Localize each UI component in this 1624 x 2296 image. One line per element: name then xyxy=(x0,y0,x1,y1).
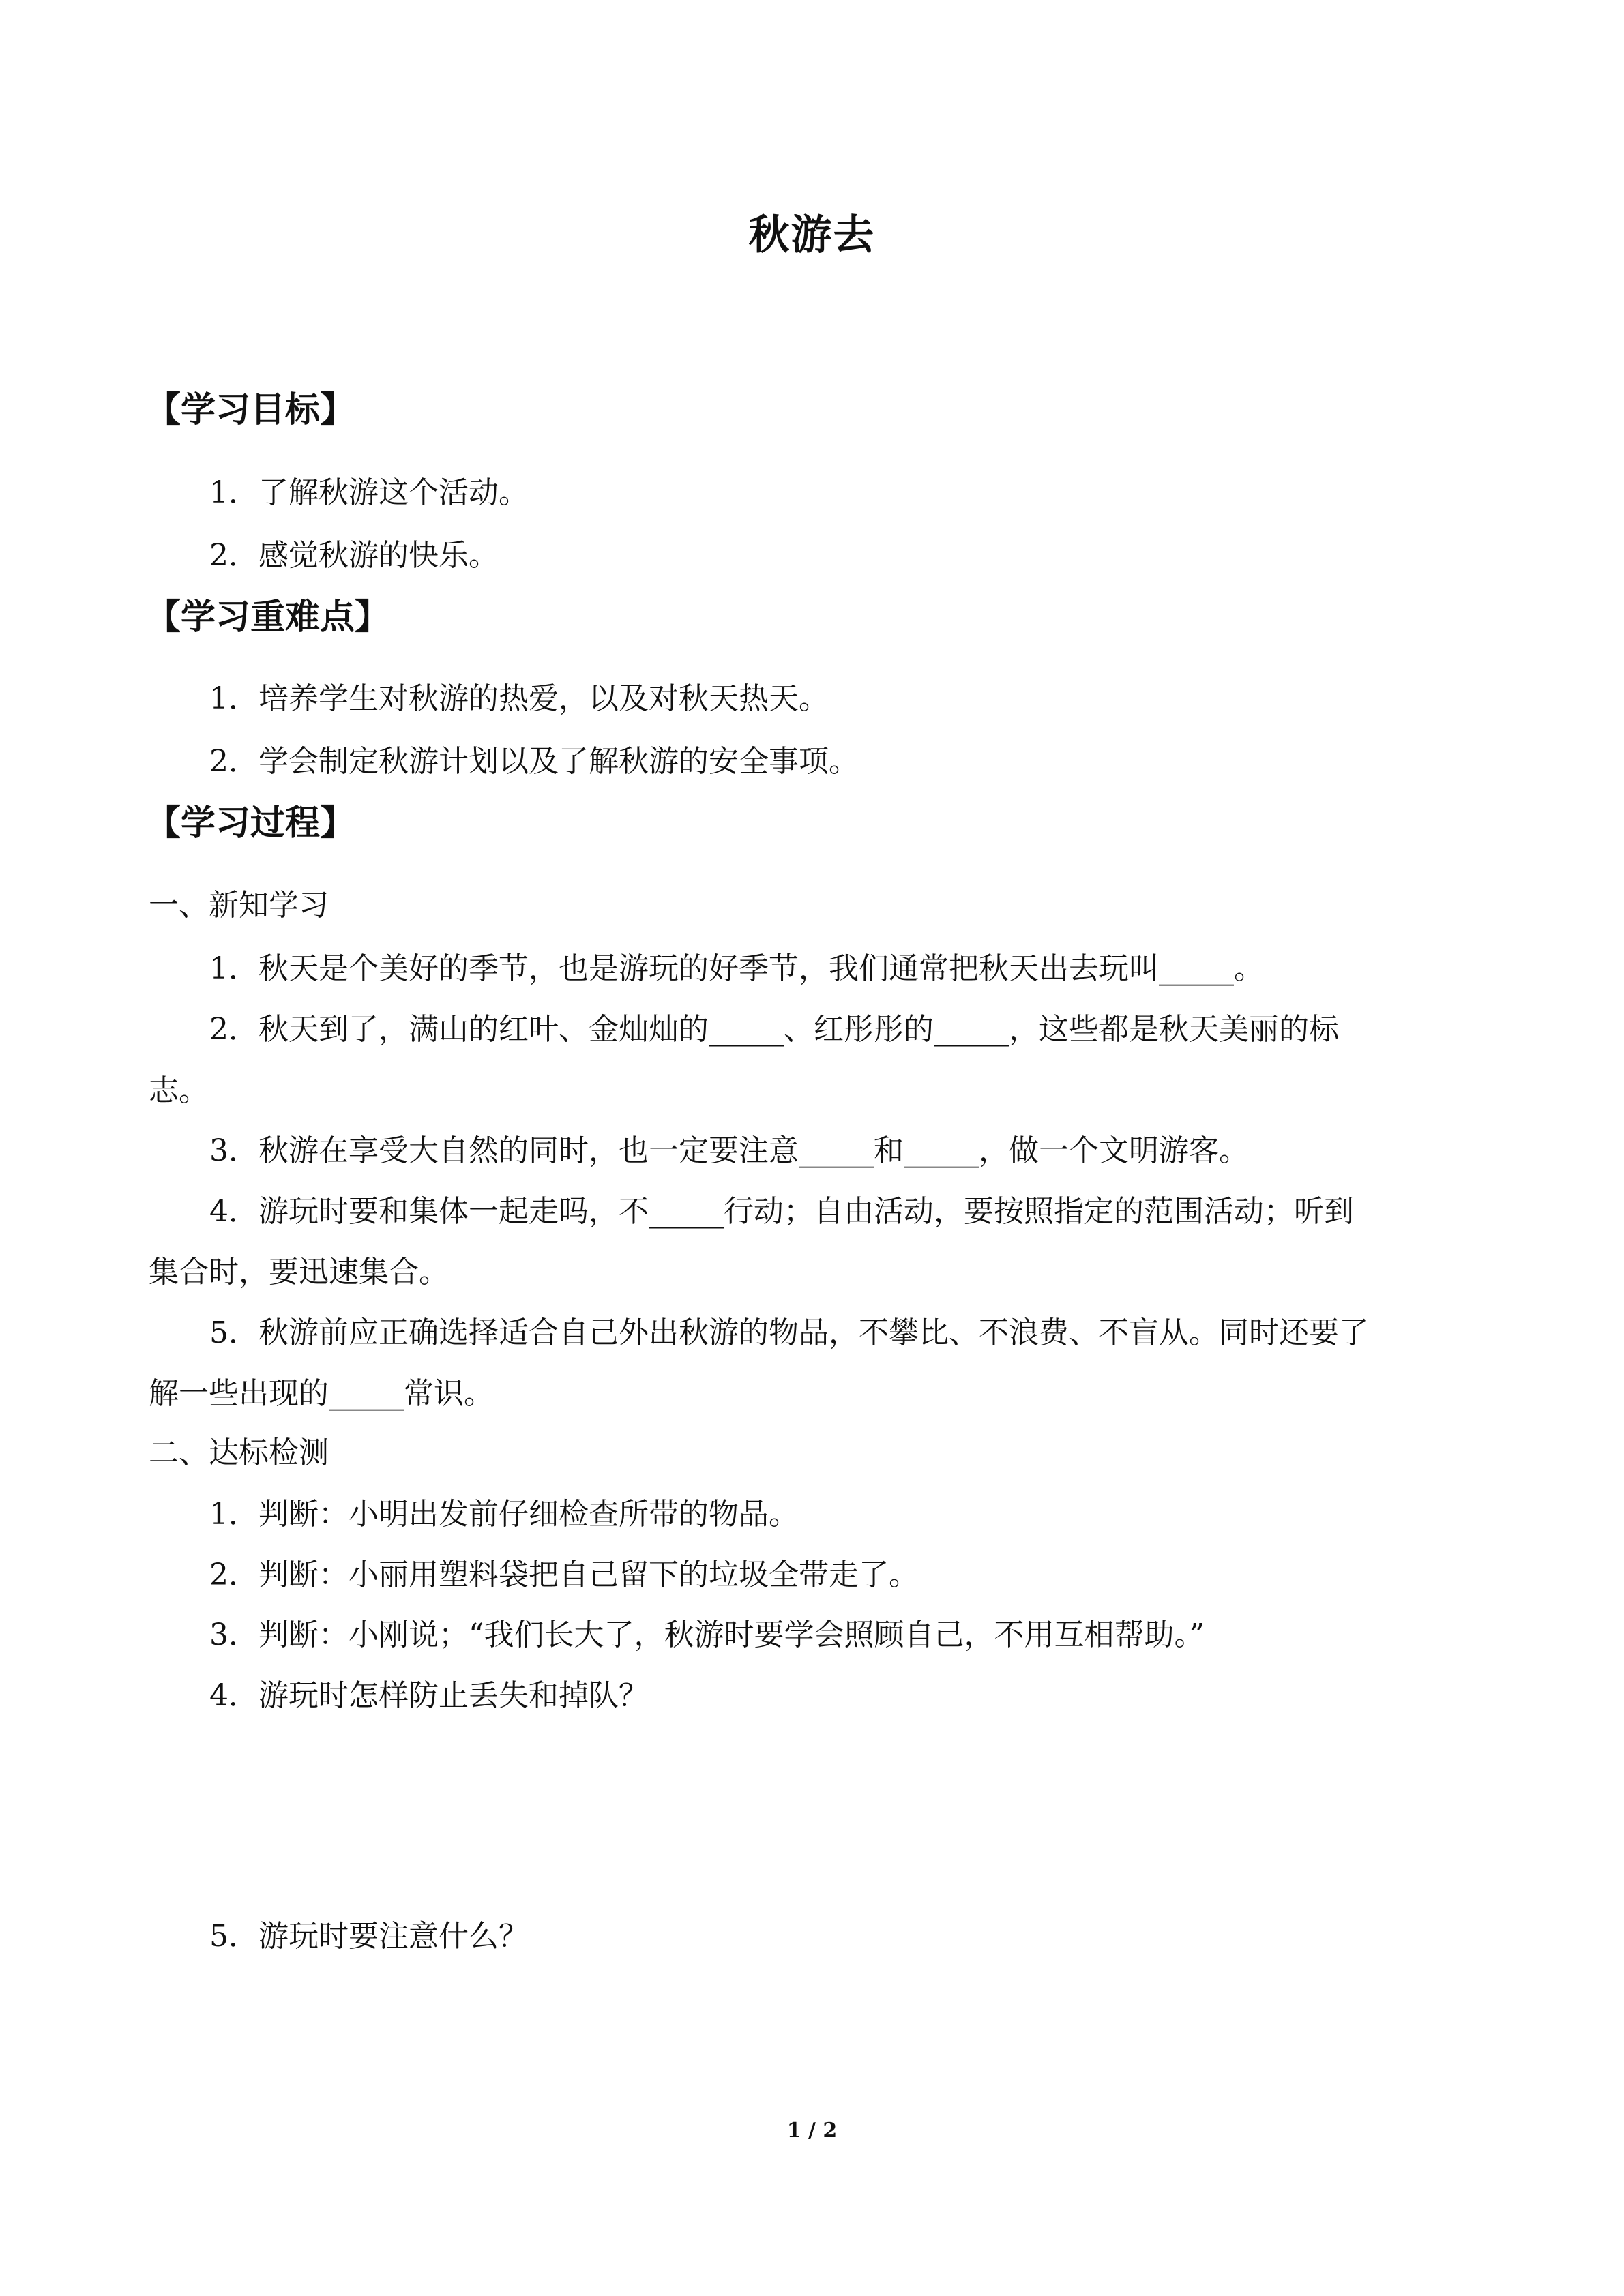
page-title: 秋游去 xyxy=(748,211,876,259)
part1-question-1: 1．秋天是个美好的季节，也是游玩的好季节，我们通常把秋天出去玩叫_____。 xyxy=(209,951,1264,986)
goal-item-2: 2．感觉秋游的快乐。 xyxy=(209,538,499,573)
process-heading: 【学习过程】 xyxy=(146,803,355,844)
part2-question-4: 4．游玩时怎样防止丢失和掉队？ xyxy=(209,1678,649,1713)
part2-question-2: 2．判断：小丽用塑料袋把自己留下的垃圾全带走了。 xyxy=(209,1557,919,1592)
part1-question-4: 4．游玩时要和集体一起走吗，不_____行动；自由活动，要按照指定的范围活动；听到 xyxy=(209,1194,1354,1229)
page-number: 1 / 2 xyxy=(786,2119,838,2143)
part1-question-5: 5．秋游前应正确选择适合自己外出秋游的物品，不攀比、不浪费、不盲从。同时还要了 xyxy=(209,1315,1369,1350)
part2-question-5: 5．游玩时要注意什么？ xyxy=(209,1919,529,1954)
part1-question-3: 3．秋游在享受大自然的同时，也一定要注意_____和_____，做一个文明游客。 xyxy=(209,1133,1249,1168)
part1-question-4-cont: 集合时，要迅速集合。 xyxy=(149,1255,449,1289)
part1-question-2: 2．秋天到了，满山的红叶、金灿灿的_____、红彤彤的_____，这些都是秋天美丽的标 xyxy=(209,1012,1339,1047)
part2-question-3: 3．判断：小刚说；“我们长大了，秋游时要学会照顾自己，不用互相帮助。” xyxy=(209,1617,1205,1652)
goals-heading: 【学习目标】 xyxy=(146,390,355,430)
part2-question-1: 1．判断：小明出发前仔细检查所带的物品。 xyxy=(209,1497,799,1532)
goal-item-1: 1．了解秋游这个活动。 xyxy=(209,475,529,510)
key-point-item-2: 2．学会制定秋游计划以及了解秋游的安全事项。 xyxy=(209,744,859,779)
key-points-heading: 【学习重难点】 xyxy=(146,597,390,638)
part1-label: 一、新知学习 xyxy=(149,888,329,923)
part2-label: 二、达标检测 xyxy=(149,1435,329,1470)
part1-question-5-cont: 解一些出现的_____常识。 xyxy=(149,1376,494,1411)
part1-question-2-cont: 志。 xyxy=(149,1073,209,1108)
key-point-item-1: 1．培养学生对秋游的热爱，以及对秋天热天。 xyxy=(209,681,829,716)
